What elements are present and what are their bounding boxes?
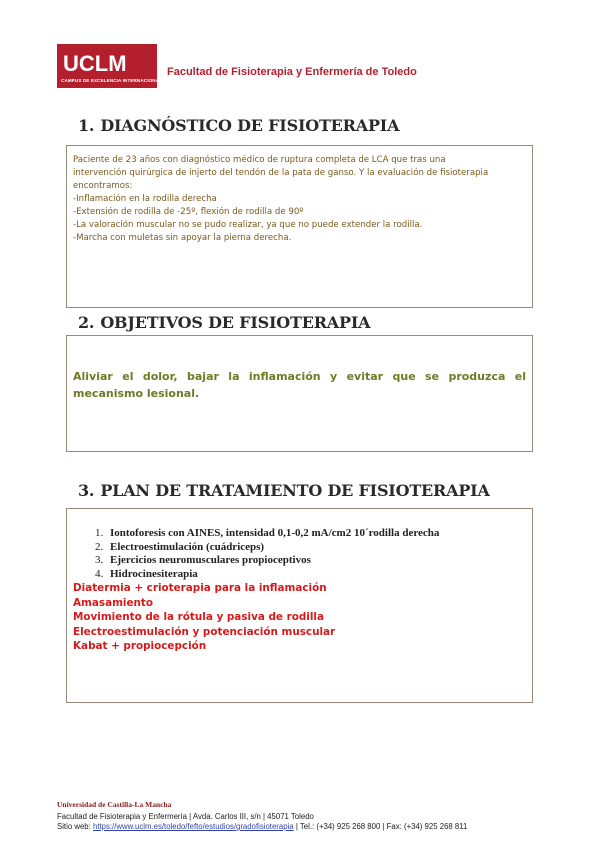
- footer-university: Universidad de Castilla-La Mancha: [57, 800, 172, 809]
- plan-item: 4. Hidrocinesiterapia: [106, 568, 526, 582]
- diagnosis-line: -La valoración muscular no se pudo realizar, ya que no puede extender la rodilla.: [73, 220, 423, 230]
- diagnosis-line: intervención quirúrgica de injerto del tendón de la pata de ganso. Y la evaluación de fisioterapia: [73, 168, 489, 178]
- footer-web: [57, 822, 467, 831]
- diagnosis-box: [66, 145, 533, 308]
- plan-item: 2. Electroestimulación (cuádriceps): [106, 541, 526, 555]
- faculty-title: Facultad de Fisioterapia y Enfermería de Toledo: [167, 66, 417, 78]
- section-title: OBJETIVOS DE FISIOTERAPIA: [100, 313, 371, 332]
- section-number: 3.: [78, 481, 95, 500]
- plan-extra-item: Electroestimulación y potenciación muscular: [73, 625, 336, 638]
- objectives-box: [66, 335, 533, 452]
- plan-box: [66, 508, 533, 703]
- plan-numbered-list: [73, 527, 526, 581]
- diagnosis-line: encontramos:: [73, 181, 133, 191]
- plan-item: 3. Ejercicios neuromusculares propioceptivos: [106, 554, 526, 568]
- objective-text: Aliviar el dolor, bajar la inflamación y evitar que se produzca el mecanismo lesional.: [73, 370, 526, 400]
- plan-extra-item: Movimiento de la rótula y pasiva de rodilla: [73, 611, 324, 624]
- uclm-logo: [57, 44, 162, 88]
- footer-address: Facultad de Fisioterapia y Enfermería | Avda. Carlos III, s/n | 45071 Toledo: [57, 812, 314, 821]
- footer-web-link[interactable]: https://www.uclm.es/toledo/fefto/estudios/gradofisioterapia: [92, 822, 294, 831]
- plan-extra-item: Diatermia + crioterapia para la inflamación: [73, 582, 327, 594]
- section-heading-diagnosis: [78, 116, 399, 135]
- plan-extra-item: Kabat + propiocepción: [73, 640, 207, 653]
- section-heading-objectives: [78, 313, 370, 332]
- footer-contact: | Tel.: (+34) 925 268 800 | Fax: (+34) 925 268 811: [295, 822, 468, 831]
- plan-extra-item: Amasamiento: [73, 596, 154, 609]
- section-heading-plan: [78, 481, 490, 500]
- section-number: 1.: [78, 116, 95, 135]
- logo-subtitle: CAMPUS DE EXCELENCIA INTERNACIONAL: [61, 78, 162, 83]
- section-title: PLAN DE TRATAMIENTO DE FISIOTERAPIA: [100, 481, 490, 500]
- section-title: DIAGNÓSTICO DE FISIOTERAPIA: [100, 116, 400, 135]
- diagnosis-line: -Inflamación en la rodilla derecha: [73, 194, 217, 204]
- plan-item: 1. Iontoforesis con AINES, intensidad 0,1-0,2 mA/cm2 10´rodilla derecha: [106, 527, 526, 541]
- diagnosis-line: -Marcha con muletas sin apoyar la pierna derecha.: [73, 233, 292, 243]
- footer-web-label: Sitio web:: [57, 822, 91, 831]
- section-number: 2.: [78, 313, 95, 332]
- logo-text: UCLM: [63, 51, 127, 76]
- diagnosis-line: Paciente de 23 años con diagnóstico médico de ruptura completa de LCA que tras una: [73, 155, 446, 165]
- diagnosis-line: -Extensión de rodilla de -25º, flexión de rodilla de 90º: [73, 207, 304, 217]
